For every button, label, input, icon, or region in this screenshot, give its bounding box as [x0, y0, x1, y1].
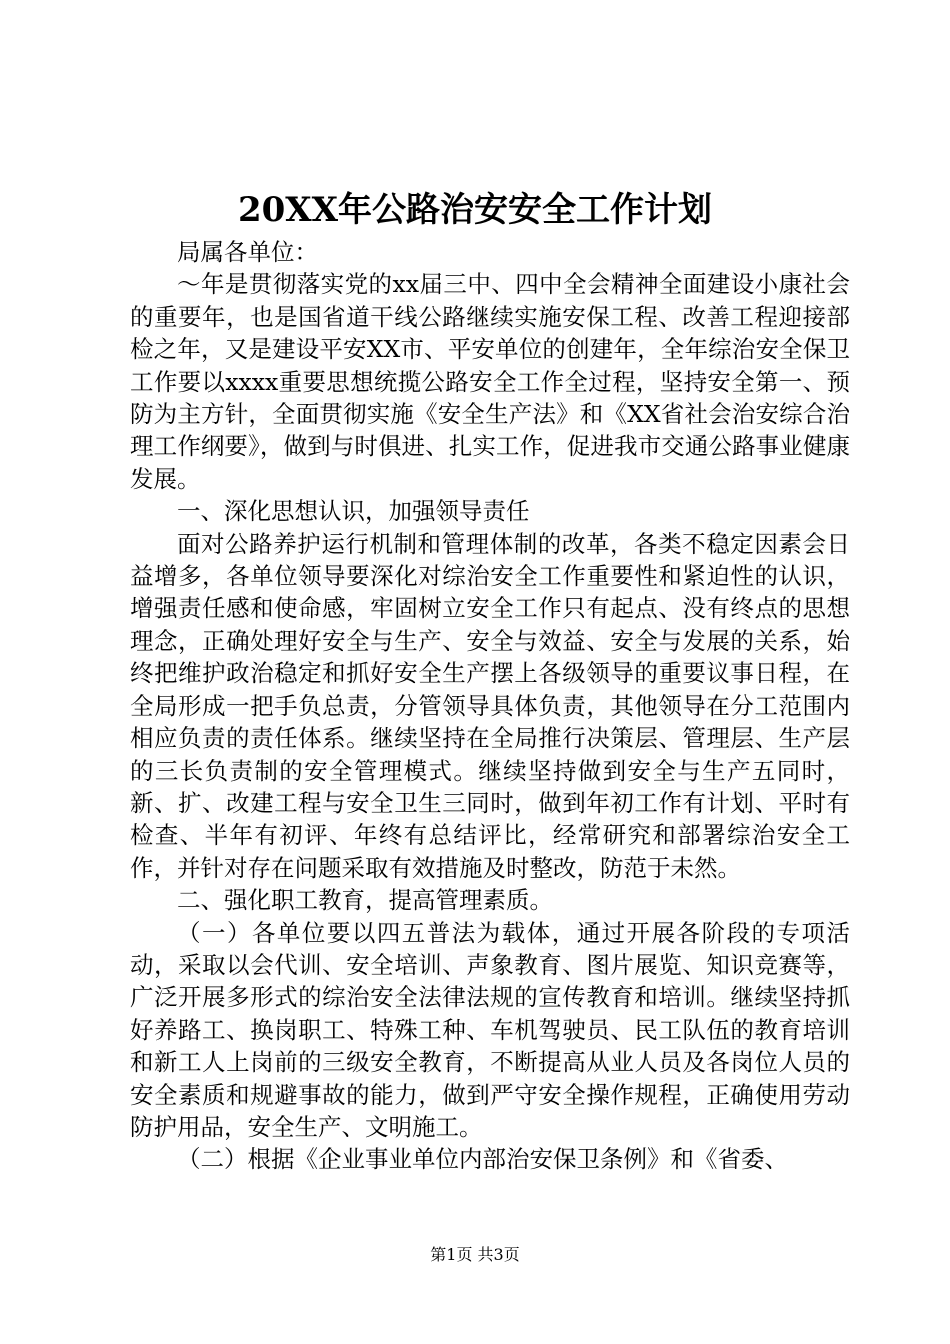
section-heading-1: 一、深化思想认识，加强领导责任: [177, 497, 530, 526]
document-body: [130, 236, 850, 1176]
paragraph-intro: ～年是贯彻落实党的xx届三中、四中全会精神全面建设小康社会的重要年，也是国省道干线公路继续实施安保工程、改善工程迎接部检之年，又是建设平安XX市、平安单位的创建年，全年综治安全保卫工作要以xxxx重要思想统揽公路安全工作全过程，坚持安全第一、预防为主方针，全面贯彻实施《安全生产法》和《XX省社会治安综合治理工作纲要》，做到与时俱进、扎实工作，促进我市交通公路事业健康发展。: [130, 270, 850, 493]
paragraph-item-2: （二）根据《企业事业单位内部治安保卫条例》和《省委、: [177, 1145, 788, 1174]
page-footer: 第1页 共3页: [430, 1245, 520, 1264]
paragraph-section-1: 面对公路养护运行机制和管理体制的改革，各类不稳定因素会日益增多，各单位领导要深化对综治安全工作重要性和紧迫性的认识，增强责任感和使命感，牢固树立安全工作只有起点、没有终点的思想理念，正确处理好安全与生产、安全与效益、安全与发展的关系，始终把维护政治稳定和抓好安全生产摆上各级领导的重要议事日程，在全局形成一把手负总责，分管领导具体负责，其他领导在分工范围内相应负责的责任体系。继续坚持在全局推行决策层、管理层、生产层的三长负责制的安全管理模式。继续坚持做到安全与生产五同时，新、扩、改建工程与安全卫生三同时，做到年初工作有计划、平时有检查、半年有初评、年终有总结评比，经常研究和部署综治安全工作，并针对存在问题采取有效措施及时整改，防范于未然。: [130, 529, 850, 882]
paragraph-item-1: （一）各单位要以四五普法为载体，通过开展各阶段的专项活动，采取以会代训、安全培训、声象教育、图片展览、知识竞赛等，广泛开展多形式的综治安全法律法规的宣传教育和培训。继续坚持抓好养路工、换岗职工、特殊工种、车机驾驶员、民工队伍的教育培训和新工人上岗前的三级安全教育，不断提高从业人员及各岗位人员的安全素质和规避事故的能力，做到严守安全操作规程，正确使用劳动防护用品，安全生产、文明施工。: [130, 918, 850, 1141]
section-heading-2: 二、强化职工教育，提高管理素质。: [177, 886, 553, 915]
document-title: 20XX年公路治安安全工作计划: [237, 190, 713, 230]
salutation: 局属各单位：: [177, 238, 318, 266]
